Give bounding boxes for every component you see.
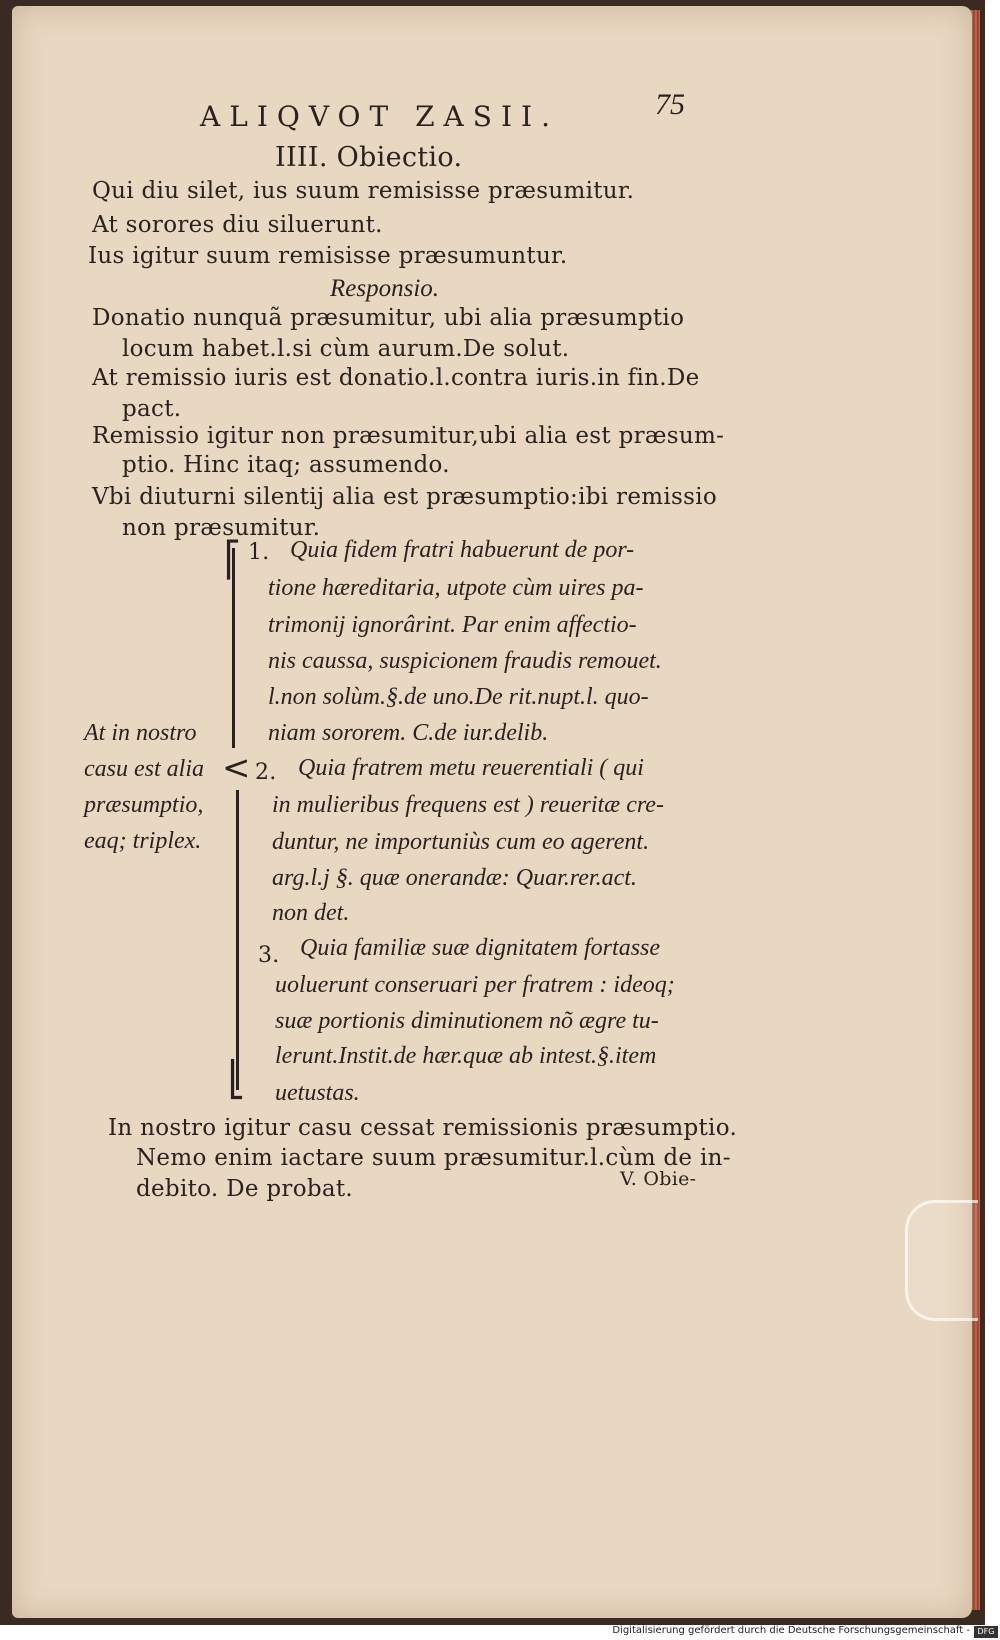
responsio-line-6: ptio. Hinc itaq; assumendo.	[122, 452, 450, 478]
responsio-line-1: Donatio nunquã præsumitur, ubi alia præsumptio	[92, 305, 685, 331]
point-2-number: 2.	[255, 760, 277, 785]
syllogism-line-3: Ius igitur suum remisisse præsumuntur.	[88, 243, 568, 269]
point-3-line-5: uetustas.	[275, 1080, 360, 1106]
point-2-line-4: arg.l.j §. quæ onerandæ: Quar.rer.act.	[272, 865, 637, 891]
conclusion-line-2: Nemo enim iactare suum præsumitur.l.cùm de in-	[136, 1145, 731, 1171]
point-3-line-1: Quia familiæ suæ dignitatem fortasse	[300, 935, 661, 961]
digitization-footer	[0, 1625, 1000, 1640]
point-2-line-2: in mulieribus frequens est ) reueritæ cre-	[272, 792, 664, 818]
point-1-line-1: Quia fidem fratri habuerunt de por-	[290, 537, 635, 563]
point-1-line-5: l.non solùm.§.de uno.De rit.nupt.l. quo-	[268, 684, 649, 710]
margin-note-line-1: At in nostro	[84, 720, 197, 746]
responsio-line-3: At remissio iuris est donatio.l.contra iuris.in fin.De	[92, 365, 700, 391]
point-2-line-1: Quia fratrem metu reuerentiali ( qui	[298, 755, 644, 781]
point-3-line-3: suæ portionis diminutionem nõ ægre tu-	[275, 1008, 659, 1034]
point-3-line-4: lerunt.Instit.de hær.quæ ab intest.§.item	[275, 1043, 657, 1069]
responsio-line-4: pact.	[122, 396, 182, 422]
conclusion-line-1: In nostro igitur casu cessat remissionis præsumptio.	[108, 1115, 738, 1141]
dfg-logo: DFG	[974, 1626, 998, 1638]
responsio-line-2: locum habet.l.si cùm aurum.De solut.	[122, 336, 570, 362]
point-1-line-4: nis caussa, suspicionem fraudis remouet.	[268, 648, 662, 674]
syllogism-line-2: At sorores diu siluerunt.	[92, 212, 383, 238]
point-1-line-6: niam sororem. C.de iur.delib.	[268, 720, 549, 746]
footer-credit: Digitalisierung gefördert durch die Deutsche Forschungsgemeinschaft -	[612, 1625, 970, 1636]
responsio-title: Responsio.	[330, 275, 440, 302]
margin-note-line-3: præsumptio,	[84, 792, 204, 818]
section-title: IIII. Obiectio.	[275, 142, 463, 173]
point-2-line-5: non det.	[272, 900, 350, 926]
responsio-line-5: Remissio igitur non præsumitur,ubi alia est præsum-	[92, 423, 725, 449]
point-1-line-2: tione hæreditaria, utpote cùm uires pa-	[268, 575, 644, 601]
running-title: ALIQVOT ZASII.	[200, 100, 559, 133]
point-1-number: 1.	[248, 540, 270, 565]
margin-note-line-2: casu est alia	[84, 756, 204, 782]
responsio-line-7: Vbi diuturni silentij alia est præsumptio:ibi remissio	[92, 484, 718, 510]
catchword: V. Obie-	[620, 1168, 697, 1190]
point-3-line-2: uoluerunt conseruari per fratrem : ideoq;	[275, 972, 675, 998]
page-clip	[905, 1200, 978, 1321]
responsio-line-8: non præsumitur.	[122, 515, 321, 541]
point-2-line-3: duntur, ne importuniùs cum eo agerent.	[272, 829, 650, 855]
conclusion-line-3: debito. De probat.	[136, 1176, 354, 1202]
point-1-line-3: trimonij ignorârint. Par enim affectio-	[268, 612, 637, 638]
point-3-number: 3.	[258, 943, 280, 968]
margin-note-line-4: eaq; triplex.	[84, 828, 202, 854]
page-number: 75	[655, 88, 685, 121]
syllogism-line-1: Qui diu silet, ius suum remisisse præsumitur.	[92, 178, 635, 204]
